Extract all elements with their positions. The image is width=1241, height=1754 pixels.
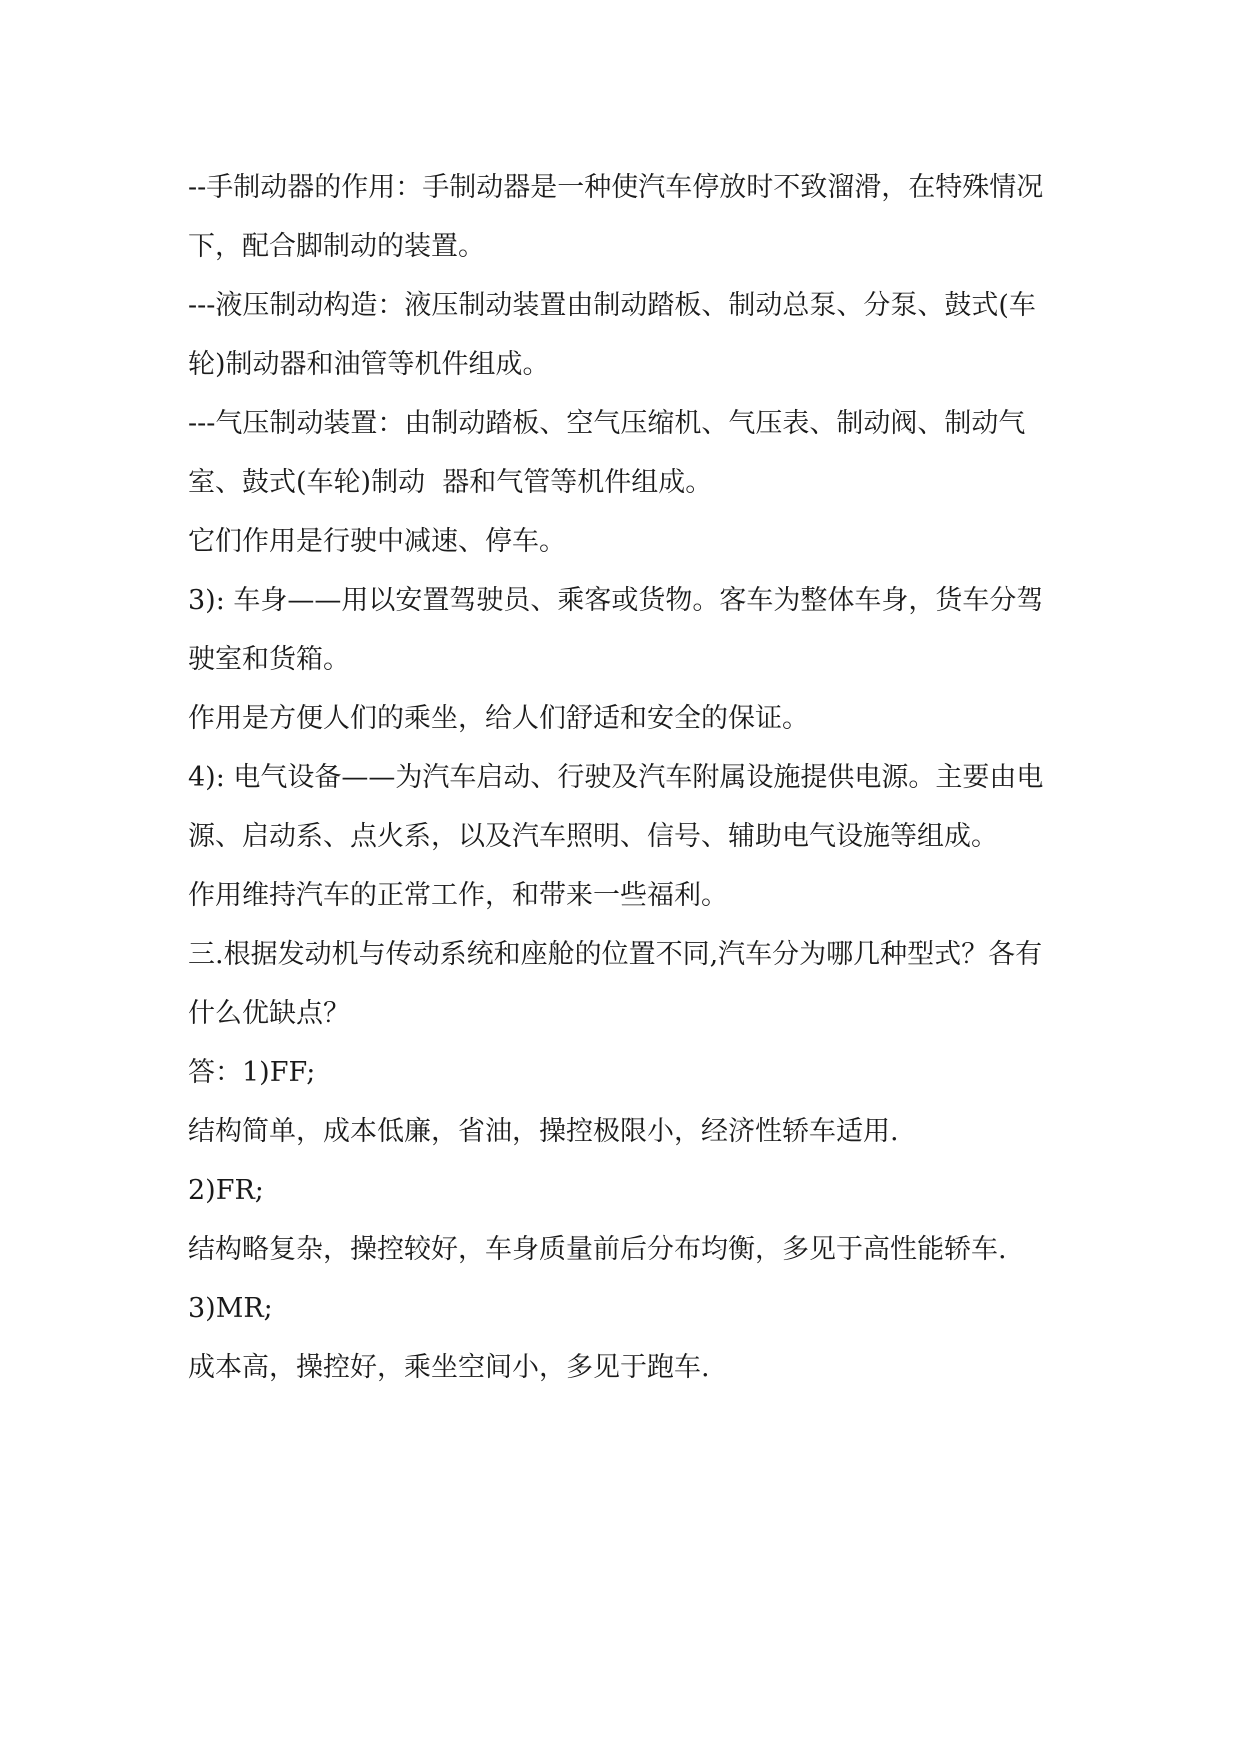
paragraph-electrical-purpose: 作用维持汽车的正常工作，和带来一些福利。 bbox=[188, 880, 728, 911]
paragraph-pneumatic-brake: ---气压制动装置：由制动踏板、空气压缩机、气压表、制动阀、制动气室、鼓式(车轮)制动 器和气管等机件组成。 bbox=[188, 408, 1026, 498]
paragraph-body-purpose: 作用是方便人们的乘坐，给人们舒适和安全的保证。 bbox=[188, 703, 809, 734]
paragraph-fr: 2)FR; bbox=[188, 1175, 264, 1206]
paragraph-answer-ff: 答：1)FF; bbox=[188, 1057, 316, 1088]
paragraph-hydraulic-brake: ---液压制动构造：液压制动装置由制动踏板、制动总泵、分泵、鼓式(车轮)制动器和油管等机件组成。 bbox=[188, 290, 1036, 380]
paragraph-fr-description: 结构略复杂，操控较好，车身质量前后分布均衡，多见于高性能轿车. bbox=[188, 1234, 1007, 1265]
paragraph-mr-description: 成本高，操控好，乘坐空间小，多见于跑车. bbox=[188, 1352, 710, 1383]
paragraph-brake-purpose: 它们作用是行驶中减速、停车。 bbox=[188, 526, 566, 557]
paragraph-mr: 3)MR; bbox=[188, 1293, 273, 1324]
paragraph-ff-description: 结构简单，成本低廉，省油，操控极限小，经济性轿车适用. bbox=[188, 1116, 899, 1147]
paragraph-question-three: 三.根据发动机与传动系统和座舱的位置不同,汽车分为哪几种型式？各有什么优缺点？ bbox=[188, 939, 1043, 1029]
paragraph-car-body: 3): 车身——用以安置驾驶员、乘客或货物。客车为整体车身，货车分驾驶室和货箱。 bbox=[188, 585, 1044, 675]
paragraph-hand-brake-function: --手制动器的作用：手制动器是一种使汽车停放时不致溜滑，在特殊情况下，配合脚制动的装置。 bbox=[188, 172, 1044, 262]
paragraph-electrical: 4): 电气设备——为汽车启动、行驶及汽车附属设施提供电源。主要由电源、启动系、点火系，以及汽车照明、信号、辅助电气设施等组成。 bbox=[188, 762, 1044, 852]
document-body bbox=[188, 158, 1054, 1397]
